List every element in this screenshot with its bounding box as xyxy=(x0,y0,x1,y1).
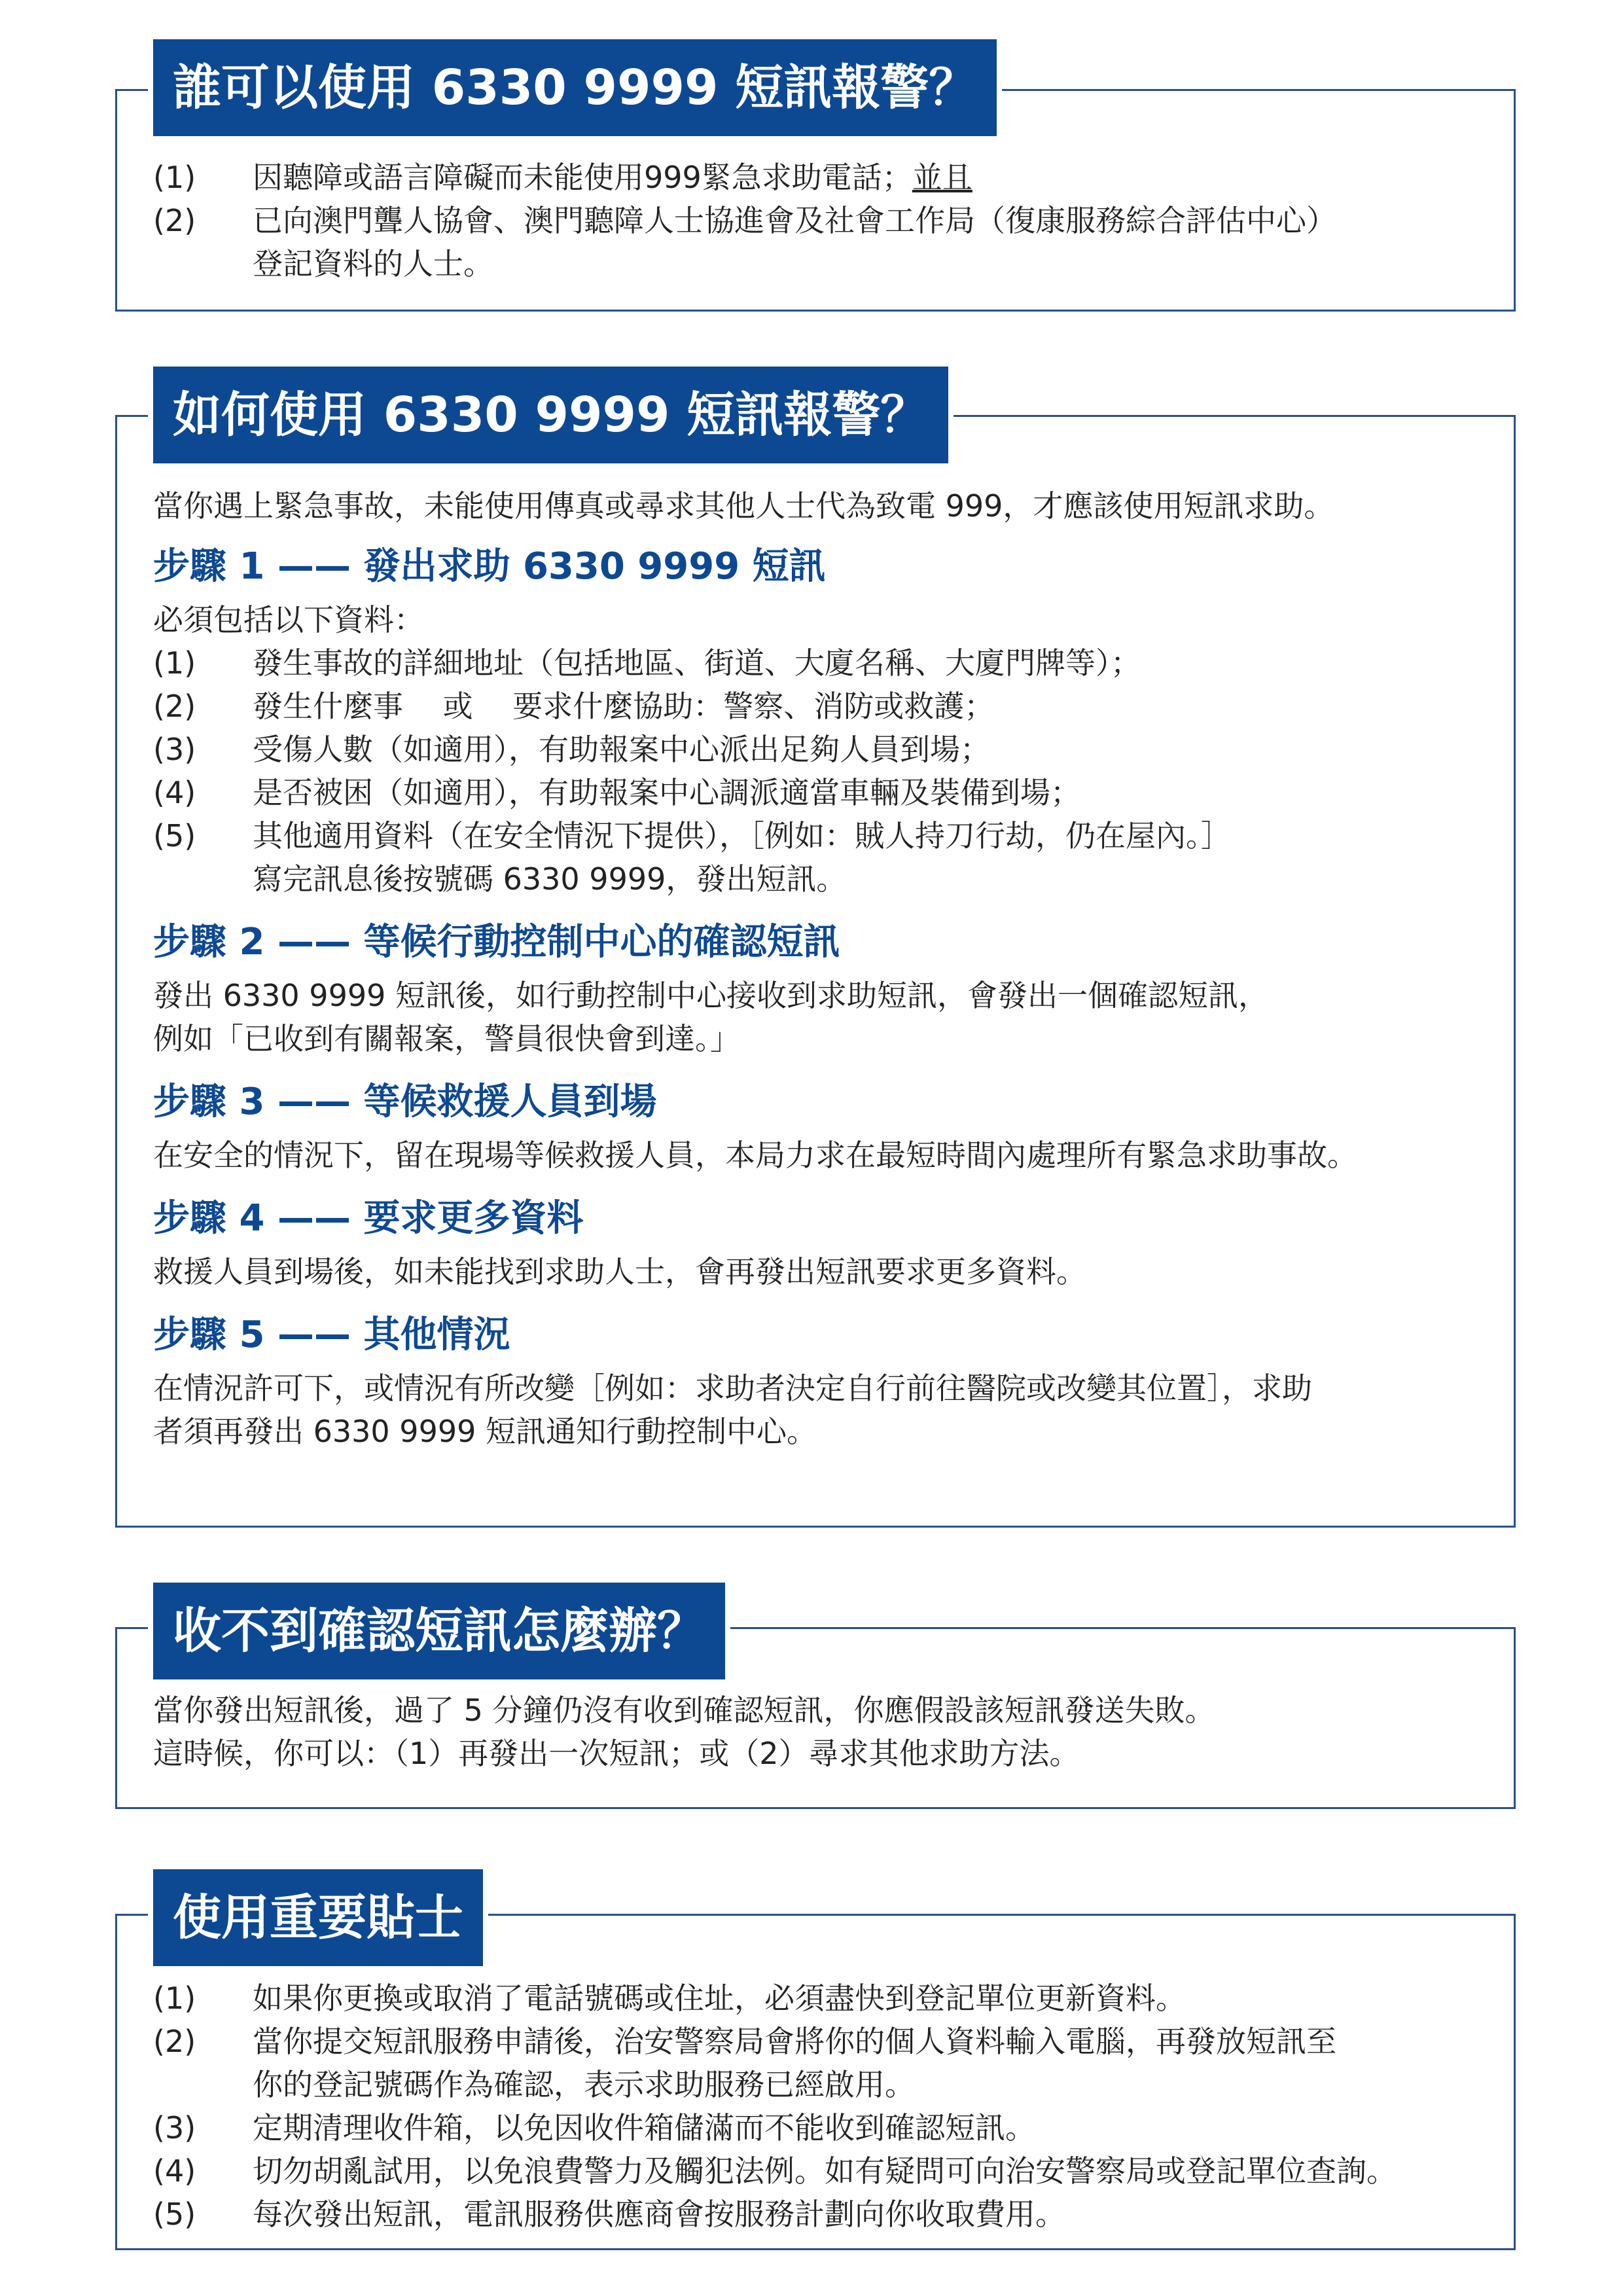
list-number: (3) xyxy=(153,2110,196,2145)
list-item xyxy=(153,199,1584,242)
list-item-continuation xyxy=(153,242,1584,285)
step-1-lead: 必須包括以下資料： xyxy=(153,602,424,637)
section-how-to-use-body xyxy=(153,484,1584,1453)
list-text: 定期清理收件箱，以免因收件箱儲滿而不能收到確認短訊。 xyxy=(253,2110,1035,2145)
step-5-heading: 步驟 5 —— 其他情況 xyxy=(153,1314,510,1356)
list-text: 已向澳門聾人協會、澳門聽障人士協進會及社會工作局（復康服務綜合評估中心） xyxy=(253,203,1336,238)
list-item xyxy=(153,1977,1584,2020)
section-tips-body xyxy=(153,1977,1584,2236)
step-3-heading: 步驟 3 —— 等候救援人員到場 xyxy=(153,1081,657,1123)
list-item xyxy=(153,2149,1584,2193)
step-5-text: 在情況許可下，或情況有所改變［例如：求助者決定自行前往醫院或改變其位置］，求助 xyxy=(153,1371,1312,1406)
list-text: 你的登記號碼作為確認，表示求助服務已經啟用。 xyxy=(253,2067,915,2102)
list-text: 是否被困（如適用），有助報案中心調派適當車輛及裝備到場； xyxy=(253,775,1080,810)
list-item xyxy=(153,156,1584,199)
list-text: 發生事故的詳細地址（包括地區、街道、大廈名稱、大廈門牌等）； xyxy=(253,645,1141,681)
list-text: 受傷人數（如適用），有助報案中心派出足夠人員到場； xyxy=(253,732,990,767)
list-number: (2) xyxy=(153,2024,196,2059)
step-2-heading: 步驟 2 —— 等候行動控制中心的確認短訊 xyxy=(153,921,840,963)
list-number: (5) xyxy=(153,2197,196,2232)
step-5-text: 者須再發出 6330 9999 短訊通知行動控制中心。 xyxy=(153,1414,817,1449)
list-number: (1) xyxy=(153,645,196,681)
list-item xyxy=(153,2020,1584,2063)
list-item-continuation xyxy=(153,2063,1584,2106)
emphasis-text: 並且 xyxy=(912,160,972,195)
list-number: (1) xyxy=(153,160,196,195)
paragraph-line: 這時候，你可以：（1）再發出一次短訊；或（2）尋求其他求助方法。 xyxy=(153,1736,1080,1771)
list-text: 因聽障或語言障礙而未能使用999緊急求助電話； xyxy=(253,160,912,195)
section-title: 誰可以使用 6330 9999 短訊報警？ xyxy=(153,39,997,136)
step-4-text: 救援人員到場後，如未能找到求助人士，會再發出短訊要求更多資料。 xyxy=(153,1254,1086,1289)
list-item xyxy=(153,641,1584,685)
step-4-heading: 步驟 4 —— 要求更多資料 xyxy=(153,1197,584,1240)
step-1-heading: 步驟 1 —— 發出求助 6330 9999 短訊 xyxy=(153,545,826,588)
list-number: (1) xyxy=(153,1981,196,2016)
list-item-continuation xyxy=(153,857,1584,901)
section-title: 收不到確認短訊怎麼辦？ xyxy=(153,1583,725,1679)
intro-text: 當你遇上緊急事故，未能使用傳真或尋求其他人士代為致電 999，才應該使用短訊求助。 xyxy=(153,488,1334,524)
list-number: (2) xyxy=(153,689,196,724)
section-title: 使用重要貼士 xyxy=(153,1869,483,1966)
section-no-confirmation-body xyxy=(153,1689,1584,1775)
list-item xyxy=(153,814,1584,857)
list-number: (4) xyxy=(153,775,196,810)
step-2-text: 例如「已收到有關報案，警員很快會到達。」 xyxy=(153,1021,740,1056)
list-item xyxy=(153,2193,1584,2236)
list-text: 其他適用資料（在安全情況下提供），［例如：賊人持刀行劫，仍在屋內。］ xyxy=(253,818,1231,853)
list-number: (5) xyxy=(153,818,196,853)
list-number: (4) xyxy=(153,2153,196,2189)
list-item xyxy=(153,685,1584,728)
list-text: 如果你更換或取消了電話號碼或住址，必須盡快到登記單位更新資料。 xyxy=(253,1981,1186,2016)
list-text: 發生什麼事 或 要求什麼協助：警察、消防或救護； xyxy=(253,689,995,724)
step-3-text: 在安全的情況下，留在現場等候救援人員，本局力求在最短時間內處理所有緊急求助事故。 xyxy=(153,1138,1357,1173)
list-item xyxy=(153,2106,1584,2149)
list-text: 切勿胡亂試用，以免浪費警力及觸犯法例。如有疑問可向治安警察局或登記單位查詢。 xyxy=(253,2153,1397,2189)
list-text: 登記資料的人士。 xyxy=(253,246,493,281)
list-item xyxy=(153,728,1584,771)
step-2-text: 發出 6330 9999 短訊後，如行動控制中心接收到求助短訊，會發出一個確認短訊， xyxy=(153,978,1268,1013)
section-who-can-use-body xyxy=(153,156,1584,285)
list-item xyxy=(153,771,1584,814)
list-text: 每次發出短訊，電訊服務供應商會按服務計劃向你收取費用。 xyxy=(253,2197,1065,2232)
section-title: 如何使用 6330 9999 短訊報警？ xyxy=(153,367,948,463)
list-text: 當你提交短訊服務申請後，治安警察局會將你的個人資料輸入電腦，再發放短訊至 xyxy=(253,2024,1336,2059)
list-number: (2) xyxy=(153,203,196,238)
paragraph-line: 當你發出短訊後，過了 5 分鐘仍沒有收到確認短訊，你應假設該短訊發送失敗。 xyxy=(153,1693,1215,1728)
list-number: (3) xyxy=(153,732,196,767)
list-text: 寫完訊息後按號碼 6330 9999，發出短訊。 xyxy=(253,861,847,897)
